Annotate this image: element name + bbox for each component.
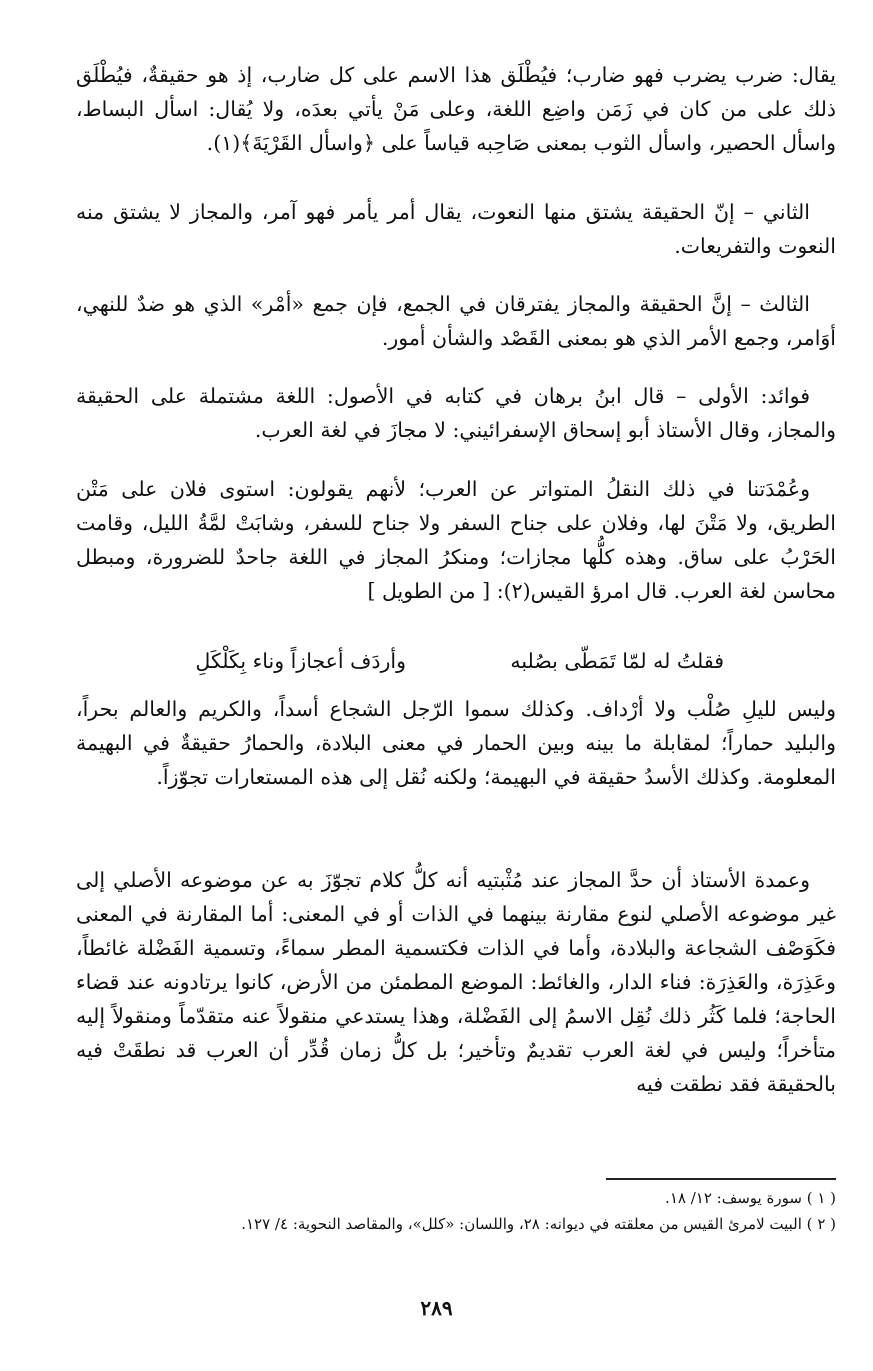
footnote-divider: [606, 1178, 836, 1180]
paragraph-metaphors: وليس لليلِ صُلْب ولا أرْداف. وكذلك سموا الرّجل الشجاع أسداً، والكريم والعالم بحراً، والبليد حماراً؛ لمقابلة ما بينه وبين الحمار في معنى البلادة، والحمارُ حقيقةٌ في البهيمة المعلومة. وكذلك الأسدُ حقيقة في البهيمة؛ ولكنه نُقل إلى هذه المستعارات تجوّزاً.: [76, 697, 836, 789]
footnote-2: ( ٢ ) البيت لامرئ القيس من معلقته في ديوانه: ٢٨، واللسان: «كلل»، والمقاصد النحوية: ٤/ ١٢٧.: [241, 1215, 836, 1233]
paragraph-second-difference: الثاني – إنّ الحقيقة يشتق منها النعوت، يقال أمر يأمر فهو آمر، والمجاز لا يشتق منه النعوت والتفريعات.: [76, 200, 836, 258]
verse-second-hemistich: وأردَف أعجازاً وناء بِكَلْكَلِ: [195, 649, 406, 673]
verse-first-hemistich: فقلتُ له لمّا تَمَطّى بصُلبه: [510, 649, 724, 673]
poetry-verse: [76, 644, 836, 678]
paragraph-opening: يقال: ضرب يضرب فهو ضارب؛ فيُطْلَق هذا الاسم على كل ضارب، إذ هو حقيقةٌ، فيُطْلَق ذلك على من كان في زَمَن واضِع اللغة، وعلى مَنْ يأتي بعدَه، ولا يُقال: اسأل البساط، واسأل الحصير، واسأل الثوب بمعنى صَاحِبه قياساً على ﴿واسأل القَرْيَةَ﴾(١).: [76, 63, 836, 155]
footnote-1: ( ١ ) سورة يوسف: ١٢/ ١٨.: [665, 1189, 836, 1207]
paragraph-master-argument: وعمدة الأستاذ أن حدَّ المجاز عند مُثْبتيه أنه كلُّ كلام تجوّزَ به عن موضوعه الأصلي إلى غير موضوعه الأصلي لنوع مقارنة بينهما في الذات أو في المعنى: أما المقارنة في المعنى فكَوَصْف الشجاعة والبلادة، وأما في الذات فكتسمية المطر سماءً، وتسمية الفَضْلة غائطاً، وعَذِرَة، والعَذِرَة: فناء الدار، والغائط: الموضع المطمئن من الأرض، كانوا يرتادونه عند قضاء الحاجة؛ فلما كَثُر ذلك نُقِل الاسمُ إلى الفَضْلة، وهذا يستدعي منقولاً عنه متقدّماً ومنقولاً إليه متأخراً؛ وليس في لغة العرب تقديمٌ وتأخير؛ بل كلُّ زمان قُدِّر أن العرب قد نطقَتْ فيه بالحقيقة فقد نطقت فيه: [76, 868, 836, 1096]
page-number: ٢٨٩: [420, 1296, 453, 1320]
paragraph-evidence: وعُمْدَتنا في ذلك النقلُ المتواتر عن العرب؛ لأنهم يقولون: استوى فلان على مَتْن الطريق، ولا مَتْنَ لها، وفلان على جناح السفر ولا جناح للسفر، وشابَتْ لمَّةُ الليل، وقامت الحَرْبُ على ساق. وهذه كلُّها مجازات؛ ومنكرُ المجاز في اللغة جاحدٌ للضرورة، ومبطل محاسن لغة العرب. قال امرؤ القيس(٢): [ من الطويل ]: [76, 477, 836, 603]
paragraph-benefits: فوائد: الأولى – قال ابنُ برهان في كتابه في الأصول: اللغة مشتملة على الحقيقة والمجاز، وقال الأستاذ أبو إسحاق الإسفرائيني: لا مجازَ في لغة العرب.: [76, 384, 836, 442]
paragraph-third-difference: الثالث – إنَّ الحقيقة والمجاز يفترقان في الجمع، فإن جمع «أمْر» الذي هو ضدٌ للنهي، أوَامر، وجمع الأمر الذي هو بمعنى القَصْد والشأن أمور.: [76, 292, 836, 350]
